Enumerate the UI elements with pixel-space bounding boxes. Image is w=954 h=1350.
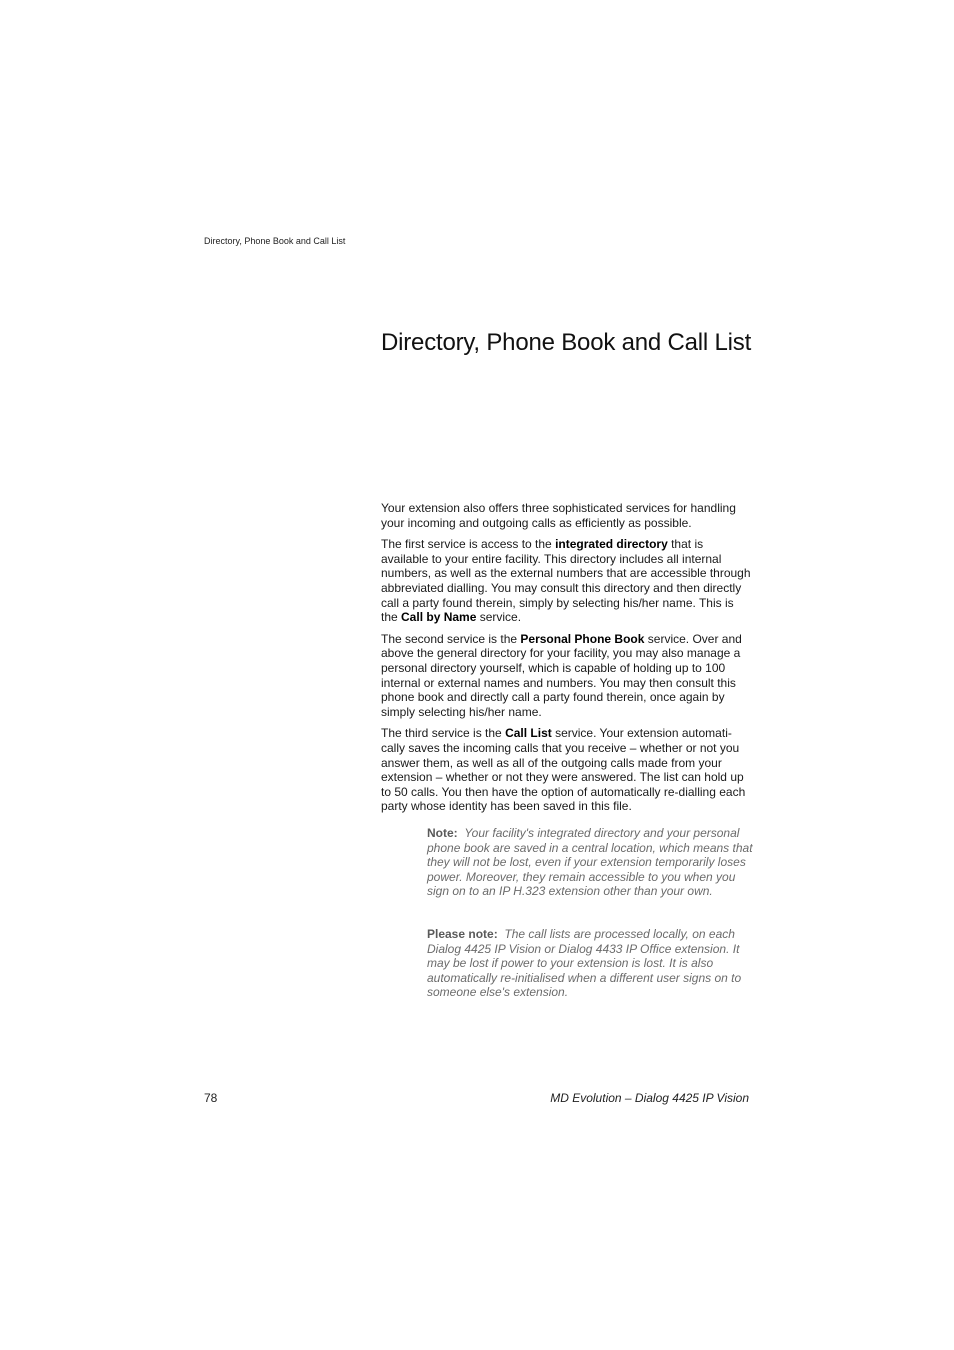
running-header: Directory, Phone Book and Call List [204, 236, 346, 246]
note-label: Note: [427, 826, 458, 840]
call-by-name-term: Call by Name [401, 610, 477, 625]
call-list-paragraph: The third service is the Call List service. Your extension automati-cally saves the incoming calls that you receive – whether or not you answer them, as well as all of the outgoing calls made from your extension – whether or not they were answered. The list can hold up to 50 calls. You then have the option of automatically re-dialling each party whose identity has been saved in this file. [381, 726, 746, 814]
page-number: 78 [204, 1091, 218, 1105]
footer-document-title: MD Evolution – Dialog 4425 IP Vision [550, 1091, 749, 1105]
body-text [381, 501, 751, 821]
call-list-term: Call List [505, 726, 552, 741]
personal-phone-book-paragraph: The second service is the Personal Phone Book service. Over and above the general directory for your facility, you may also manage a personal directory yourself, which is capable of holding up to 100 internal or external names and numbers. You may then consult this phone book and directly call a party found therein, once again by simply selecting his/her name. [381, 631, 742, 719]
intro-paragraph: Your extension also offers three sophisticated services for handling your incoming and outgoing calls as efficiently as possible. [381, 501, 736, 530]
page-title: Directory, Phone Book and Call List [381, 329, 752, 356]
integrated-directory-term: integrated directory [555, 537, 668, 552]
note-text: Your facility's integrated directory and your personal phone book are saved in a central location, which means that they will not be lost, even if your extension temporarily loses power. Moreover, they remain accessible to you when you sign on to an IP H.323 extension other than your own. [427, 826, 753, 899]
please-note-label: Please note: [427, 927, 498, 941]
personal-phone-book-term: Personal Phone Book [520, 631, 645, 646]
integrated-directory-paragraph: The first service is access to the integrated directory that is available to your entire facility. This directory includes all internal numbers, as well as the external numbers that are accessible through abbreviated dialling. You may consult this directory and then directly call a party found therein, simply by selecting his/her name. This is the Call by Name service. [381, 537, 751, 625]
note-call-list-local [427, 927, 753, 1000]
please-note-text: The call lists are processed locally, on each Dialog 4425 IP Vision or Dialog 4433 IP Office extension. It may be lost if power to your extension is lost. It is also automatically re-initialised when a different user signs on to someone else's extension. [427, 927, 742, 1000]
note-directory-storage [427, 826, 753, 899]
